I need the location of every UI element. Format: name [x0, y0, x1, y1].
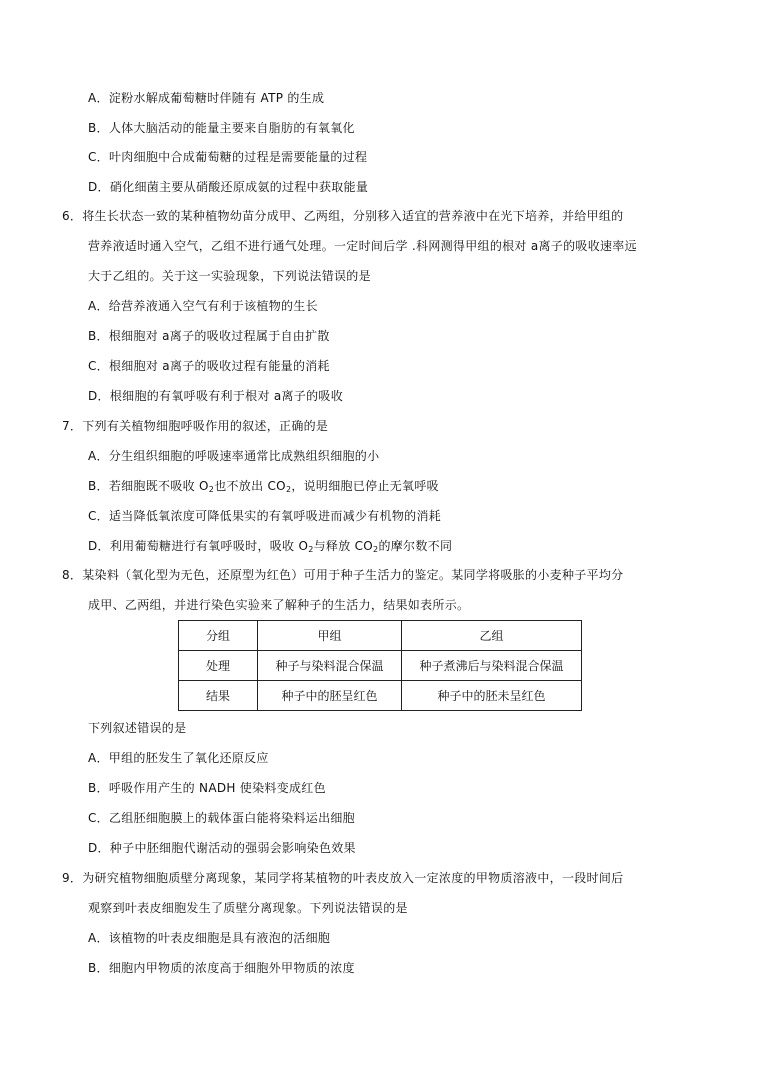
- q5-option-b: B．人体大脑活动的能量主要来自脂肪的有氧氧化: [88, 121, 355, 135]
- table-header-cell: 分组: [179, 621, 258, 651]
- q9-stem-line-2: 观察到叶表皮细胞发生了质壁分离现象。下列说法错误的是: [88, 901, 408, 915]
- q9-option-b: B．细胞内甲物质的浓度高于细胞外甲物质的浓度: [88, 961, 355, 975]
- q8-stem-line-2: 成甲、乙两组，并进行染色实验来了解种子的生活力，结果如表所示。: [88, 598, 470, 612]
- q8-option-b: B．呼吸作用产生的 NADH 使染料变成红色: [88, 781, 326, 795]
- table-cell: 种子煮沸后与染料混合保温: [402, 651, 582, 681]
- q5-option-c: C．叶肉细胞中合成葡萄糖的过程是需要能量的过程: [88, 150, 368, 164]
- table-cell: 处理: [179, 651, 258, 681]
- table-cell: 种子中的胚未呈红色: [402, 681, 582, 711]
- q8-option-c: C．乙组胚细胞膜上的载体蛋白能将染料运出细胞: [88, 811, 355, 825]
- q8-option-d: D．种子中胚细胞代谢活动的强弱会影响染色效果: [88, 841, 356, 855]
- q5-option-d: D．硝化细菌主要从硝酸还原成氨的过程中获取能量: [88, 180, 369, 194]
- results-table: [178, 620, 582, 711]
- q6-option-c: C．根细胞对 a离子的吸收过程有能量的消耗: [88, 359, 330, 373]
- q8-stem-line-1: 8．某染料（氧化型为无色，还原型为红色）可用于种子生活力的鉴定。某同学将吸胀的小麦种子平均分: [62, 568, 624, 582]
- q7-stem: 7．下列有关植物细胞呼吸作用的叙述，正确的是: [62, 419, 329, 433]
- q6-stem-line-2: 营养液适时通入空气，乙组不进行通气处理。一定时间后学 .科网测得甲组的根对 a离子的吸收速率远: [88, 239, 637, 253]
- q6-stem-line-1: 6．将生长状态一致的某种植物幼苗分成甲、乙两组，分别移入适宜的营养液中在光下培养，并给甲组的: [62, 209, 624, 223]
- q5-option-a: A．淀粉水解成葡萄糖时伴随有 ATP 的生成: [88, 91, 325, 105]
- q7-option-d: D．利用葡萄糖进行有氧呼吸时，吸收 $O_2$与释放 $CO_2$的摩尔数不同: [88, 539, 453, 554]
- table-cell: 结果: [179, 681, 258, 711]
- table-header-row: [179, 621, 582, 651]
- table-row: [179, 681, 582, 711]
- table-header-cell: 甲组: [258, 621, 402, 651]
- table-header-cell: 乙组: [402, 621, 582, 651]
- q6-option-a: A．给营养液通入空气有利于该植物的生长: [88, 299, 318, 313]
- q8-question: 下列叙述错误的是: [88, 721, 187, 735]
- table-row: [179, 651, 582, 681]
- table-cell: 种子中的胚呈红色: [258, 681, 402, 711]
- q6-option-b: B．根细胞对 a离子的吸收过程属于自由扩散: [88, 329, 330, 343]
- q6-option-d: D．根细胞的有氧呼吸有利于根对 a离子的吸收: [88, 389, 344, 403]
- q8-option-a: A．甲组的胚发生了氧化还原反应: [88, 751, 269, 765]
- q9-option-a: A．该植物的叶表皮细胞是具有液泡的活细胞: [88, 931, 331, 945]
- table-cell: 种子与染料混合保温: [258, 651, 402, 681]
- q7-option-b: B．若细胞既不吸收 $O_2$也不放出 $CO_2$，说明细胞已停止无氧呼吸: [88, 479, 439, 494]
- q9-stem-line-1: 9．为研究植物细胞质壁分离现象，某同学将某植物的叶表皮放入一定浓度的甲物质溶液中，一段时间后: [62, 871, 624, 885]
- q7-option-a: A．分生组织细胞的呼吸速率通常比成熟组织细胞的小: [88, 449, 380, 463]
- q6-stem-line-3: 大于乙组的。关于这一实验现象，下列说法错误的是: [88, 269, 371, 283]
- q7-option-c: C．适当降低氧浓度可降低果实的有氧呼吸进而减少有机物的消耗: [88, 509, 442, 523]
